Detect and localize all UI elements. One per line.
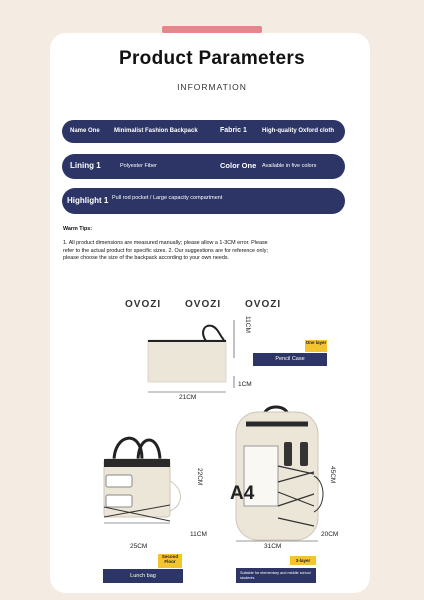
brand-logo: OVOZI xyxy=(125,299,162,310)
param-label-lining: Lining 1 xyxy=(70,161,101,170)
pencil-case-height: 11CM xyxy=(244,316,251,333)
param-value-name: Minimalist Fashion Backpack xyxy=(114,128,198,134)
tips-line-1: 1. All product dimensions are measured manually; please allow a 1-3CM error. Please xyxy=(63,240,268,246)
param-label-color: Color One xyxy=(220,161,257,170)
param-label-name: Name One xyxy=(70,128,100,134)
backpack-depth: 20CM xyxy=(321,531,339,538)
param-label-highlight: Highlight 1 xyxy=(67,196,109,205)
tips-heading: Warm Tips: xyxy=(63,226,93,232)
brand-logo: OVOZI xyxy=(245,299,282,310)
param-row-1 xyxy=(62,120,345,143)
lunch-bag-tag: Second Floor xyxy=(158,554,182,568)
param-value-lining: Polyester Fiber xyxy=(120,163,157,169)
backpack-illustration xyxy=(226,402,339,542)
page-subtitle: INFORMATION xyxy=(177,82,247,92)
lunch-bag-illustration xyxy=(98,425,198,525)
backpack-fit-label: Suitable for elementary and middle school students xyxy=(236,568,316,583)
lunch-bag-height: 22CM xyxy=(196,468,203,486)
lunch-bag-depth: 11CM xyxy=(190,531,207,538)
pencil-case-label: Pencil Case xyxy=(253,353,327,366)
lunch-bag-width: 25CM xyxy=(130,543,148,550)
backpack-height: 45CM xyxy=(329,466,336,484)
backpack-tag: 3-layer xyxy=(290,556,316,565)
param-row-3 xyxy=(62,188,345,214)
page-title: Product Parameters xyxy=(119,48,305,69)
brand-logo: OVOZI xyxy=(185,299,222,310)
param-label-fabric: Fabric 1 xyxy=(220,127,247,134)
param-value-highlight: Pull rod pocket / Large capacity compartment xyxy=(112,195,223,201)
pencil-case-depth: 1CM xyxy=(238,381,252,388)
pencil-case-width: 21CM xyxy=(179,394,197,401)
tips-line-3: please choose the size of the backpack according to your own needs. xyxy=(63,255,230,262)
backpack-width: 31CM xyxy=(264,543,282,550)
tips-line-2: refer to the actual product for specific sizes. 2. Our suggestions are for reference only; xyxy=(63,247,268,254)
pencil-case-tag: One layer xyxy=(305,340,327,352)
lunch-bag-label: Lunch bag xyxy=(103,569,183,583)
param-value-color: Available in five colors xyxy=(262,163,317,169)
param-row-2 xyxy=(62,154,345,179)
param-value-fabric: High-quality Oxford cloth xyxy=(262,128,334,134)
a4-marker: A4 xyxy=(230,483,255,504)
top-accent-bar xyxy=(162,26,262,33)
